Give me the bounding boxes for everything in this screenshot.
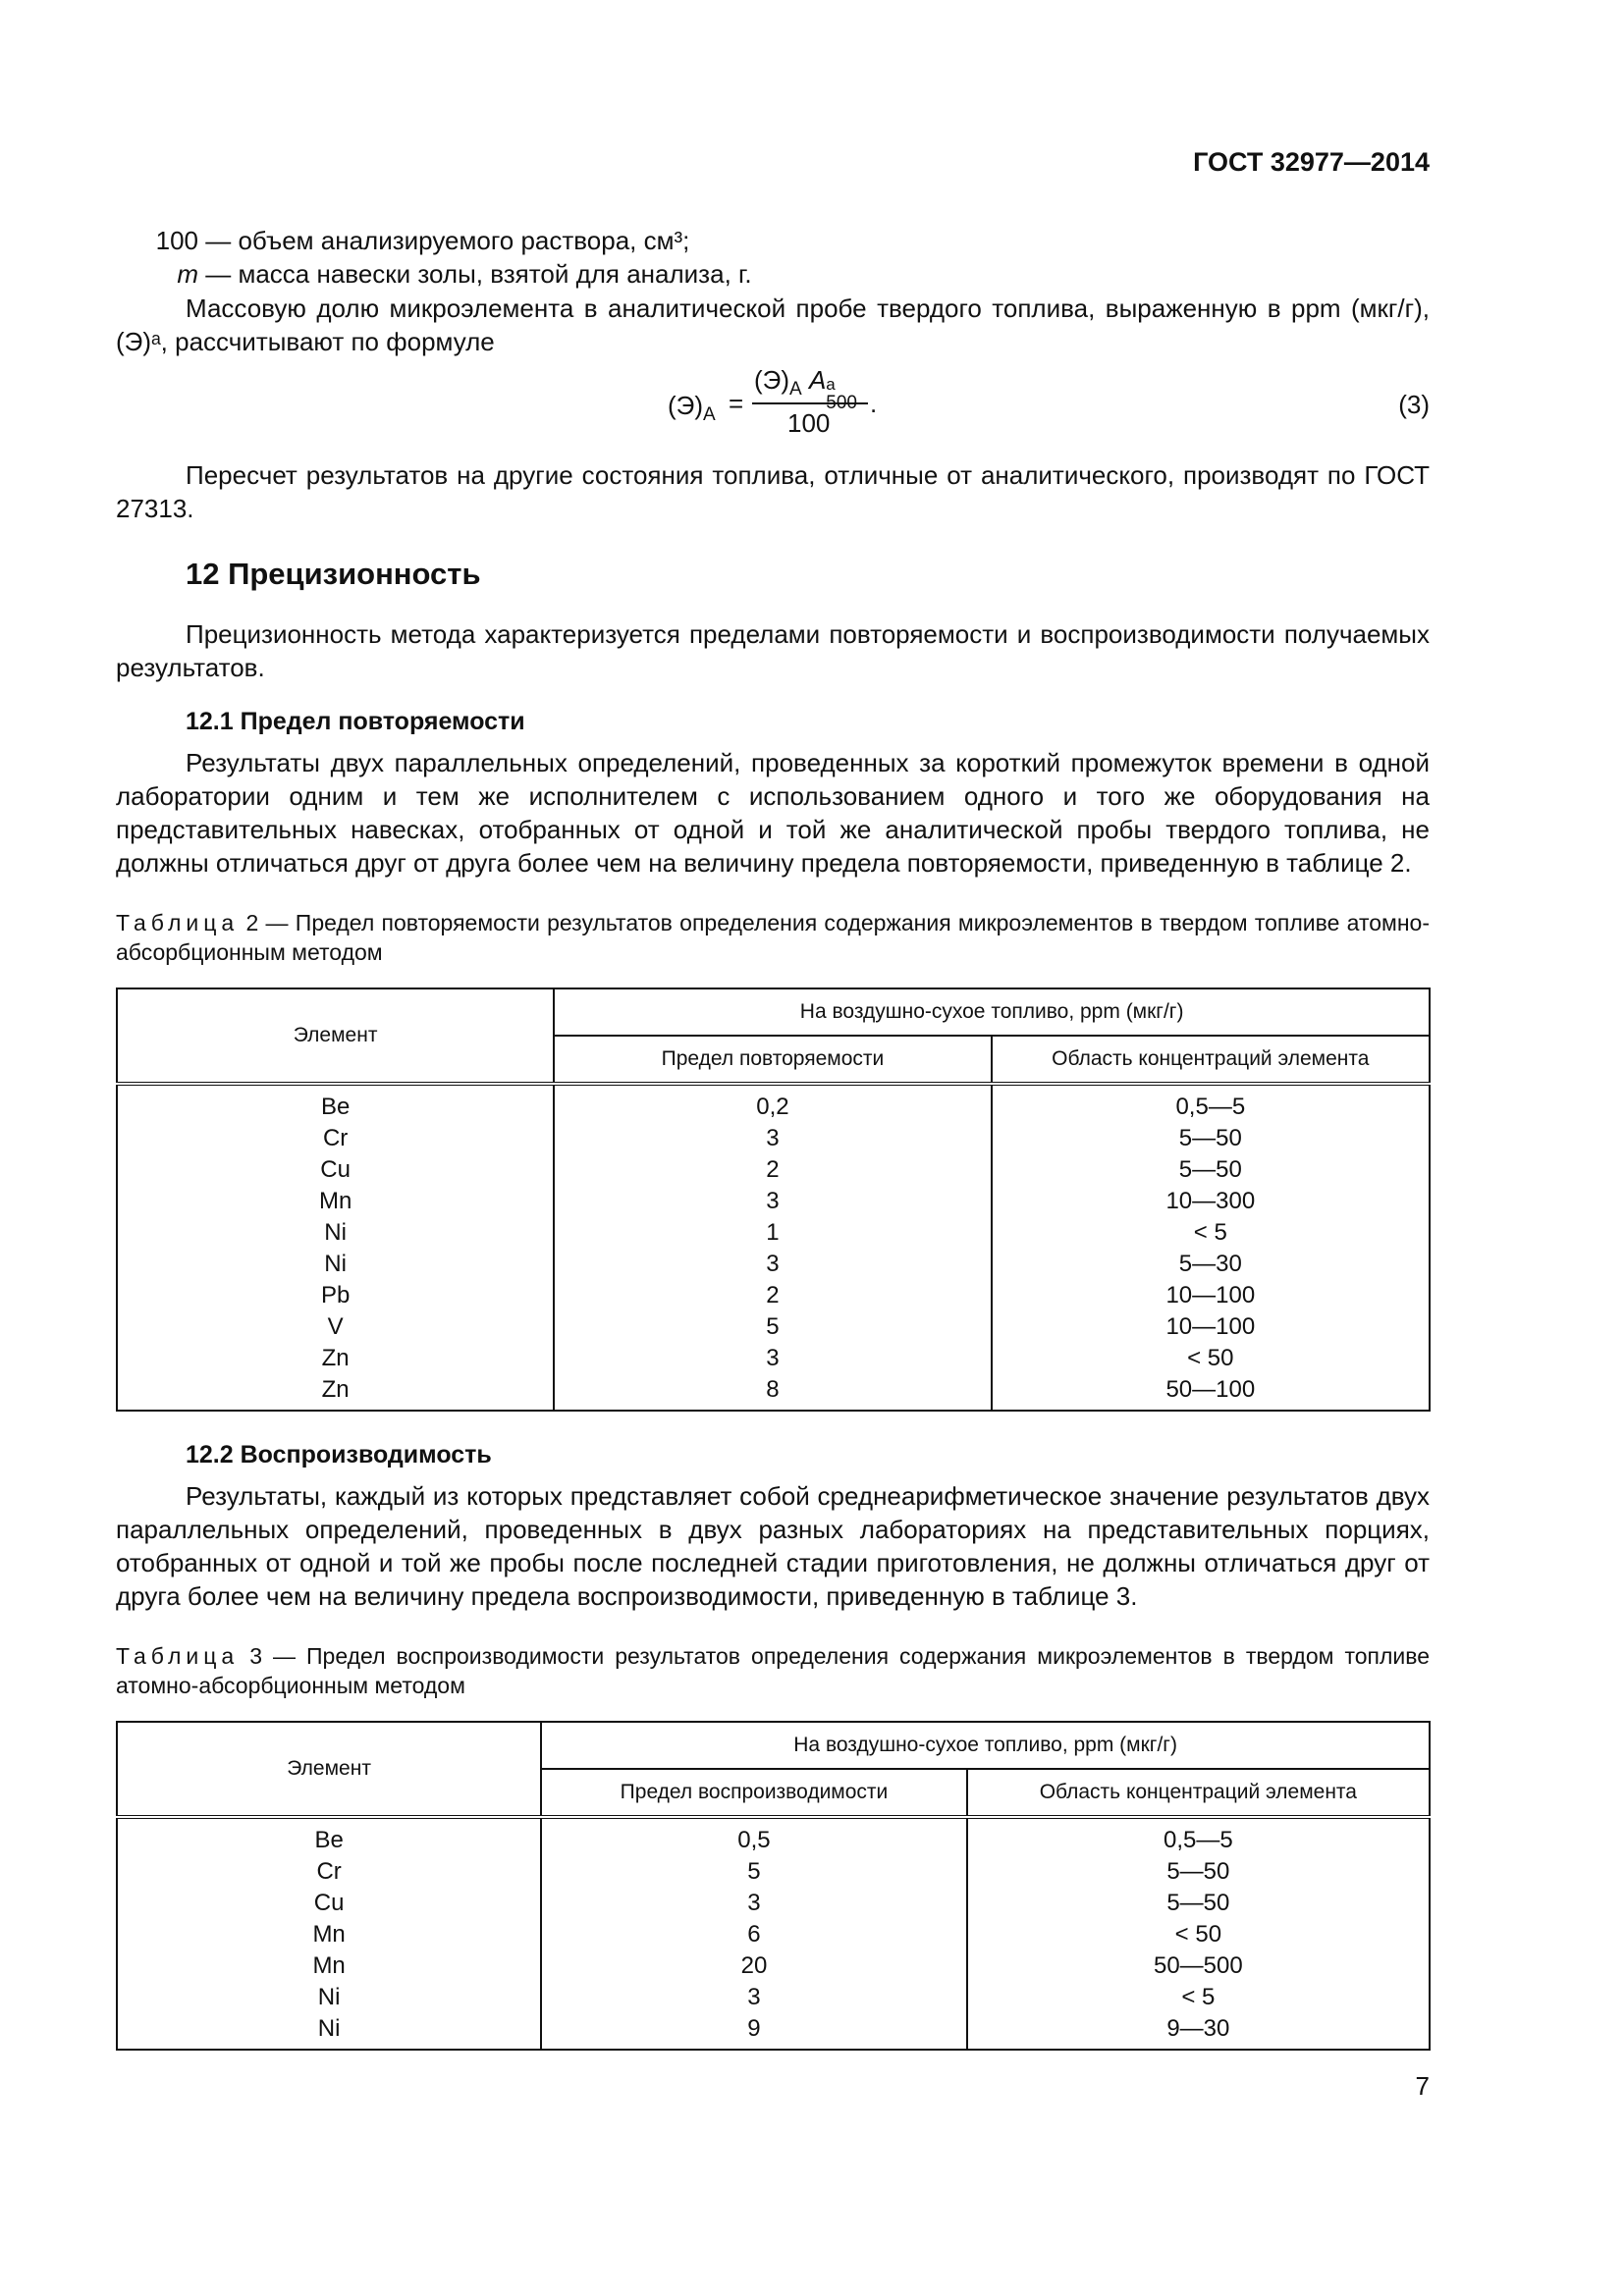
formula-equals: = <box>729 389 744 418</box>
cell-limit: 3 <box>541 1982 966 2013</box>
table-caption: Таблица 3 — Предел воспроизводимости результатов определения содержания микроэлементов в твердом топливе атомно-абсорбционным методом <box>116 1643 1430 1698</box>
paragraph <box>116 617 1430 684</box>
paragraph-text: Прецизионность метода характеризуется пределами повторяемости и воспроизводимости получаемых результатов. <box>116 619 1430 682</box>
table-row <box>117 1084 1430 1123</box>
table-row <box>117 1311 1430 1343</box>
cell-limit: 5 <box>554 1311 991 1343</box>
cell-limit: 2 <box>554 1154 991 1186</box>
formula-period: . <box>870 389 878 418</box>
paragraph <box>116 292 1430 358</box>
cell-element: Ni <box>117 1249 554 1280</box>
cell-limit: 3 <box>541 1888 966 1919</box>
cell-limit: 8 <box>554 1374 991 1411</box>
cell-limit: 3 <box>554 1123 991 1154</box>
column-header-group: На воздушно-сухое топливо, ppm (мкг/г) <box>554 988 1430 1036</box>
table-row <box>117 2013 1430 2050</box>
cell-range: 5—30 <box>992 1249 1430 1280</box>
cell-element: Mn <box>117 1186 554 1217</box>
definition-text: — объем анализируемого раствора, см³; <box>205 226 690 255</box>
cell-limit: 3 <box>554 1186 991 1217</box>
table-row <box>117 1217 1430 1249</box>
cell-limit: 6 <box>541 1919 966 1950</box>
cell-element: Ni <box>117 1982 541 2013</box>
cell-limit: 5 <box>541 1856 966 1888</box>
table-row <box>117 1888 1430 1919</box>
definition-item <box>147 257 752 291</box>
fraction-bar <box>752 402 868 404</box>
cell-range: 10—100 <box>992 1311 1430 1343</box>
cell-element: Zn <box>117 1374 554 1411</box>
cell-element: Mn <box>117 1950 541 1982</box>
cell-range: 5—50 <box>967 1856 1430 1888</box>
cell-limit: 0,2 <box>554 1084 991 1123</box>
cell-range: < 50 <box>992 1343 1430 1374</box>
cell-element: Zn <box>117 1343 554 1374</box>
formula-lhs: $(Э)_A$ <box>668 391 716 426</box>
equation-number: (3) <box>1398 390 1430 419</box>
cell-range: 0,5—5 <box>992 1084 1430 1123</box>
cell-range: 50—100 <box>992 1374 1430 1411</box>
table-row <box>117 1186 1430 1217</box>
column-header-element: Элемент <box>117 1722 541 1817</box>
table-caption: Таблица 2 — Предел повторяемости результатов определения содержания микроэлементов в твердом топливе атомно-абсорбционным методом <box>116 910 1430 965</box>
cell-range: 5—50 <box>992 1123 1430 1154</box>
paragraph-text: Пересчет результатов на другие состояния топлива, отличные от аналитического, производят по ГОСТ 27313. <box>116 460 1430 523</box>
table-row <box>117 1950 1430 1982</box>
formula <box>668 365 893 444</box>
column-header-element: Элемент <box>117 988 554 1084</box>
formula-denominator: 100 <box>787 408 831 438</box>
table-row <box>117 1343 1430 1374</box>
subsection-heading: 12.2 Воспроизводимость <box>186 1441 492 1468</box>
cell-limit: 0,5 <box>541 1817 966 1856</box>
paragraph <box>116 1479 1430 1613</box>
cell-range: 50—500 <box>967 1950 1430 1982</box>
paragraph-text: Результаты двух параллельных определений, проведенных за короткий промежуток времени в одной лаборатории одним и тем же исполнителем с использованием одного и того же оборудования на представительных навесках, отобранных от одной и той же аналитической пробы твердого топлива, не должны отличаться друг от друга более чем на величину предела повторяемости, приведенную в таблице 2. <box>116 748 1430 878</box>
formula-numerator: $(Э)_A$ A a 500 <box>754 365 857 413</box>
cell-element: Be <box>117 1817 541 1856</box>
cell-range: 5—50 <box>992 1154 1430 1186</box>
reproducibility-table <box>116 1721 1431 2051</box>
cell-range: 5—50 <box>967 1888 1430 1919</box>
column-header-group: На воздушно-сухое топливо, ppm (мкг/г) <box>541 1722 1430 1769</box>
cell-range: < 50 <box>967 1919 1430 1950</box>
column-header-limit: Предел повторяемости <box>554 1036 991 1084</box>
cell-element: Cr <box>117 1123 554 1154</box>
cell-element: Ni <box>117 1217 554 1249</box>
cell-element: Cr <box>117 1856 541 1888</box>
subsection-heading: 12.1 Предел повторяемости <box>186 708 525 735</box>
definition-key: 100 <box>155 226 198 255</box>
column-header-limit: Предел воспроизводимости <box>541 1769 966 1817</box>
cell-element: V <box>117 1311 554 1343</box>
paragraph-text: Результаты, каждый из которых представляет собой среднеарифметическое значение результатов двух параллельных определений, проведенных в двух разных лабораториях на представительных порциях, отобранных от одной и той же пробы после последней стадии приготовления, не должны отличаться друг от друга более чем на величину предела воспроизводимости, приведенную в таблице 3. <box>116 1481 1430 1611</box>
table-row <box>117 1374 1430 1411</box>
cell-range: < 5 <box>992 1217 1430 1249</box>
table-row <box>117 1982 1430 2013</box>
definition-text: — масса навески золы, взятой для анализа, г. <box>205 259 752 289</box>
table-row <box>117 1919 1430 1950</box>
cell-limit: 9 <box>541 2013 966 2050</box>
cell-range: 10—100 <box>992 1280 1430 1311</box>
paragraph <box>116 746 1430 880</box>
cell-limit: 1 <box>554 1217 991 1249</box>
cell-range: 0,5—5 <box>967 1817 1430 1856</box>
definition-key: m <box>177 259 198 289</box>
cell-range: 10—300 <box>992 1186 1430 1217</box>
table-row <box>117 1154 1430 1186</box>
definition-item <box>147 224 752 257</box>
paragraph <box>116 458 1430 525</box>
cell-limit: 20 <box>541 1950 966 1982</box>
paragraph-text: Массовую долю микроэлемента в аналитической пробе твердого топлива, выраженную в ppm (мкг/г), (Э)ᵃ, рассчитывают по формуле <box>116 294 1430 356</box>
table-row <box>117 1249 1430 1280</box>
page-number: 7 <box>1415 2071 1430 2101</box>
table-row <box>117 1817 1430 1856</box>
cell-element: Cu <box>117 1888 541 1919</box>
repeatability-table <box>116 988 1431 1412</box>
cell-limit: 2 <box>554 1280 991 1311</box>
cell-range: 9—30 <box>967 2013 1430 2050</box>
column-header-range: Область концентраций элемента <box>992 1036 1430 1084</box>
cell-element: Pb <box>117 1280 554 1311</box>
cell-limit: 3 <box>554 1343 991 1374</box>
cell-element: Be <box>117 1084 554 1123</box>
cell-range: < 5 <box>967 1982 1430 2013</box>
column-header-range: Область концентраций элемента <box>967 1769 1430 1817</box>
section-heading: 12 Прецизионность <box>186 557 481 591</box>
cell-limit: 3 <box>554 1249 991 1280</box>
definition-list <box>147 224 752 291</box>
cell-element: Ni <box>117 2013 541 2050</box>
table-row <box>117 1123 1430 1154</box>
document-id-header: ГОСТ 32977—2014 <box>1193 147 1430 177</box>
table-row <box>117 1856 1430 1888</box>
cell-element: Cu <box>117 1154 554 1186</box>
table-row <box>117 1280 1430 1311</box>
cell-element: Mn <box>117 1919 541 1950</box>
